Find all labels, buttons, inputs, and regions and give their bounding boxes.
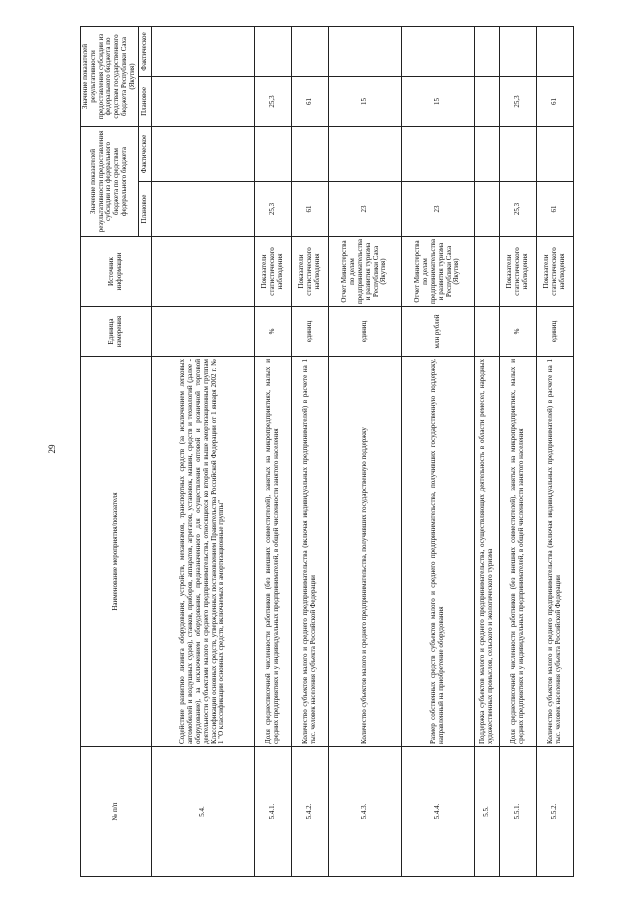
- row-rep-plan: 61: [291, 76, 328, 126]
- header-federal-actual: Фактическое: [138, 126, 151, 181]
- page-number: 29: [47, 444, 57, 454]
- row-unit: единиц: [291, 307, 328, 357]
- row-num: 5.4.1.: [254, 747, 291, 877]
- row-unit: единиц: [536, 307, 573, 357]
- rotated-table-container: [80, 27, 566, 877]
- row-rep-fact: [151, 26, 254, 76]
- row-unit: [151, 307, 254, 357]
- row-fed-fact: [536, 126, 573, 181]
- row-num: 5.4.2.: [291, 747, 328, 877]
- row-rep-plan: 25,3: [254, 76, 291, 126]
- indicators-table: [80, 26, 574, 877]
- row-unit: [474, 307, 499, 357]
- table-row: [401, 26, 474, 876]
- row-source: [151, 237, 254, 307]
- row-name: Поддержка субъектов малого и среднего предпринимательства, осуществляющих деятельность в области ремесел, народных художественных промыслов, сельского и экологического туризма: [474, 357, 499, 747]
- row-source: Показатели статистического наблюдения: [291, 237, 328, 307]
- row-rep-fact: [499, 26, 536, 76]
- row-fed-plan: 61: [536, 182, 573, 237]
- row-name: Количество субъектов малого и среднего предпринимательства (включая индивидуальных предпринимателей) в расчете на 1 тыс. человек населения субъекта Российской Федерации: [536, 357, 573, 747]
- row-source: Отчет Министерства по делам предпринимательства и развития туризма Республики Саха (Якутия): [328, 237, 401, 307]
- row-unit: %: [499, 307, 536, 357]
- row-name: Размер собственных средств субъектов малого и среднего предпринимательства, получивших государственную поддержку, направленный на приобретение оборудования: [401, 357, 474, 747]
- table-row: [291, 26, 328, 876]
- row-fed-plan: [474, 182, 499, 237]
- row-rep-plan: 15: [401, 76, 474, 126]
- row-num: 5.5.1.: [499, 747, 536, 877]
- table-row: [254, 26, 291, 876]
- header-federal: Значение показателей результативности предоставления субсидии из федерального бюджета по средствам федерального бюджета: [81, 126, 139, 236]
- row-rep-plan: [474, 76, 499, 126]
- header-source: Источник информации: [81, 237, 152, 307]
- row-name: Доля среднесписочной численности работников (без внешних совместителей), занятых на микропредприятиях, малых и средних предприятиях и у индивидуальных предпринимателей, в общей численности занятого населения: [254, 357, 291, 747]
- row-fed-fact: [474, 126, 499, 181]
- row-rep-fact: [291, 26, 328, 76]
- row-rep-plan: 61: [536, 76, 573, 126]
- row-fed-fact: [151, 126, 254, 181]
- header-name: Наименование мероприятия/показателя: [81, 357, 152, 747]
- row-rep-fact: [254, 26, 291, 76]
- table-row: [328, 26, 401, 876]
- row-fed-plan: 23: [328, 182, 401, 237]
- row-fed-plan: 61: [291, 182, 328, 237]
- row-rep-plan: 15: [328, 76, 401, 126]
- row-source: [474, 237, 499, 307]
- row-fed-plan: 23: [401, 182, 474, 237]
- row-name: Доля среднесписочной численности работников (без внешних совместителей), занятых на микропредприятиях, малых и средних предприятиях и у индивидуальных предпринимателей, в общей численности занятого населения: [499, 357, 536, 747]
- row-fed-plan: [151, 182, 254, 237]
- row-fed-fact: [499, 126, 536, 181]
- row-source: Показатели статистического наблюдения: [254, 237, 291, 307]
- row-source: Показатели статистического наблюдения: [499, 237, 536, 307]
- header-republic-actual: Фактическое: [138, 26, 151, 76]
- row-fed-plan: 25,3: [499, 182, 536, 237]
- row-num: 5.4.: [151, 747, 254, 877]
- row-name: Содействие развитию лизинга оборудования, устройств, механизмов, транспортных средств (за исключением легковых автомобилей и воздушных судов), станков, приборов, аппаратов, агрегатов, установок, машин, средств и технологий (далее - оборудование), за исключением оборудования, предназначенного для осуществления оптовой и розничной торговой деятельности субъектами малого и среднего предпринимательства, относящихся ко второй и выше амортизационным группам Классификации основных средств, утвержденных постановлением Правительства Российской Федерации от 1 января 2002 г. № 1 "О классификации основных средств, включаемых в амортизационные группы": [151, 357, 254, 747]
- row-source: Отчет Министерства по делам предпринимательства и развития туризма Республики Саха (Якутия): [401, 237, 474, 307]
- header-unit: Единица измерения: [81, 307, 152, 357]
- table-row: [536, 26, 573, 876]
- row-name: Количество субъектов малого и среднего предпринимательства, получивших государственную поддержку: [328, 357, 401, 747]
- table-row: [474, 26, 499, 876]
- row-num: 5.5.: [474, 747, 499, 877]
- row-num: 5.4.3.: [328, 747, 401, 877]
- header-federal-planned: Плановое: [138, 182, 151, 237]
- row-num: 5.5.2.: [536, 747, 573, 877]
- row-rep-fact: [536, 26, 573, 76]
- table-row: [499, 26, 536, 876]
- row-fed-fact: [254, 126, 291, 181]
- row-source: Показатели статистического наблюдения: [536, 237, 573, 307]
- row-unit: единиц: [328, 307, 401, 357]
- header-republic: Значение показателей результативности предоставления субсидии из федерального бюджета по средствам государственного бюджета Республики Саха (Якутия): [81, 26, 139, 126]
- row-fed-fact: [328, 126, 401, 181]
- row-rep-fact: [401, 26, 474, 76]
- table-row: [151, 26, 254, 876]
- row-rep-plan: [151, 76, 254, 126]
- row-rep-fact: [328, 26, 401, 76]
- row-rep-fact: [474, 26, 499, 76]
- row-fed-fact: [291, 126, 328, 181]
- header-num: № п/п: [81, 747, 152, 877]
- row-unit: %: [254, 307, 291, 357]
- row-num: 5.4.4.: [401, 747, 474, 877]
- row-name: Количество субъектов малого и среднего предпринимательства (включая индивидуальных предпринимателей) в расчете на 1 тыс. человек населения субъекта Российской Федерации: [291, 357, 328, 747]
- row-unit: млн рублей: [401, 307, 474, 357]
- row-rep-plan: 25,3: [499, 76, 536, 126]
- header-republic-planned: Плановое: [138, 76, 151, 126]
- row-fed-plan: 25,3: [254, 182, 291, 237]
- row-fed-fact: [401, 126, 474, 181]
